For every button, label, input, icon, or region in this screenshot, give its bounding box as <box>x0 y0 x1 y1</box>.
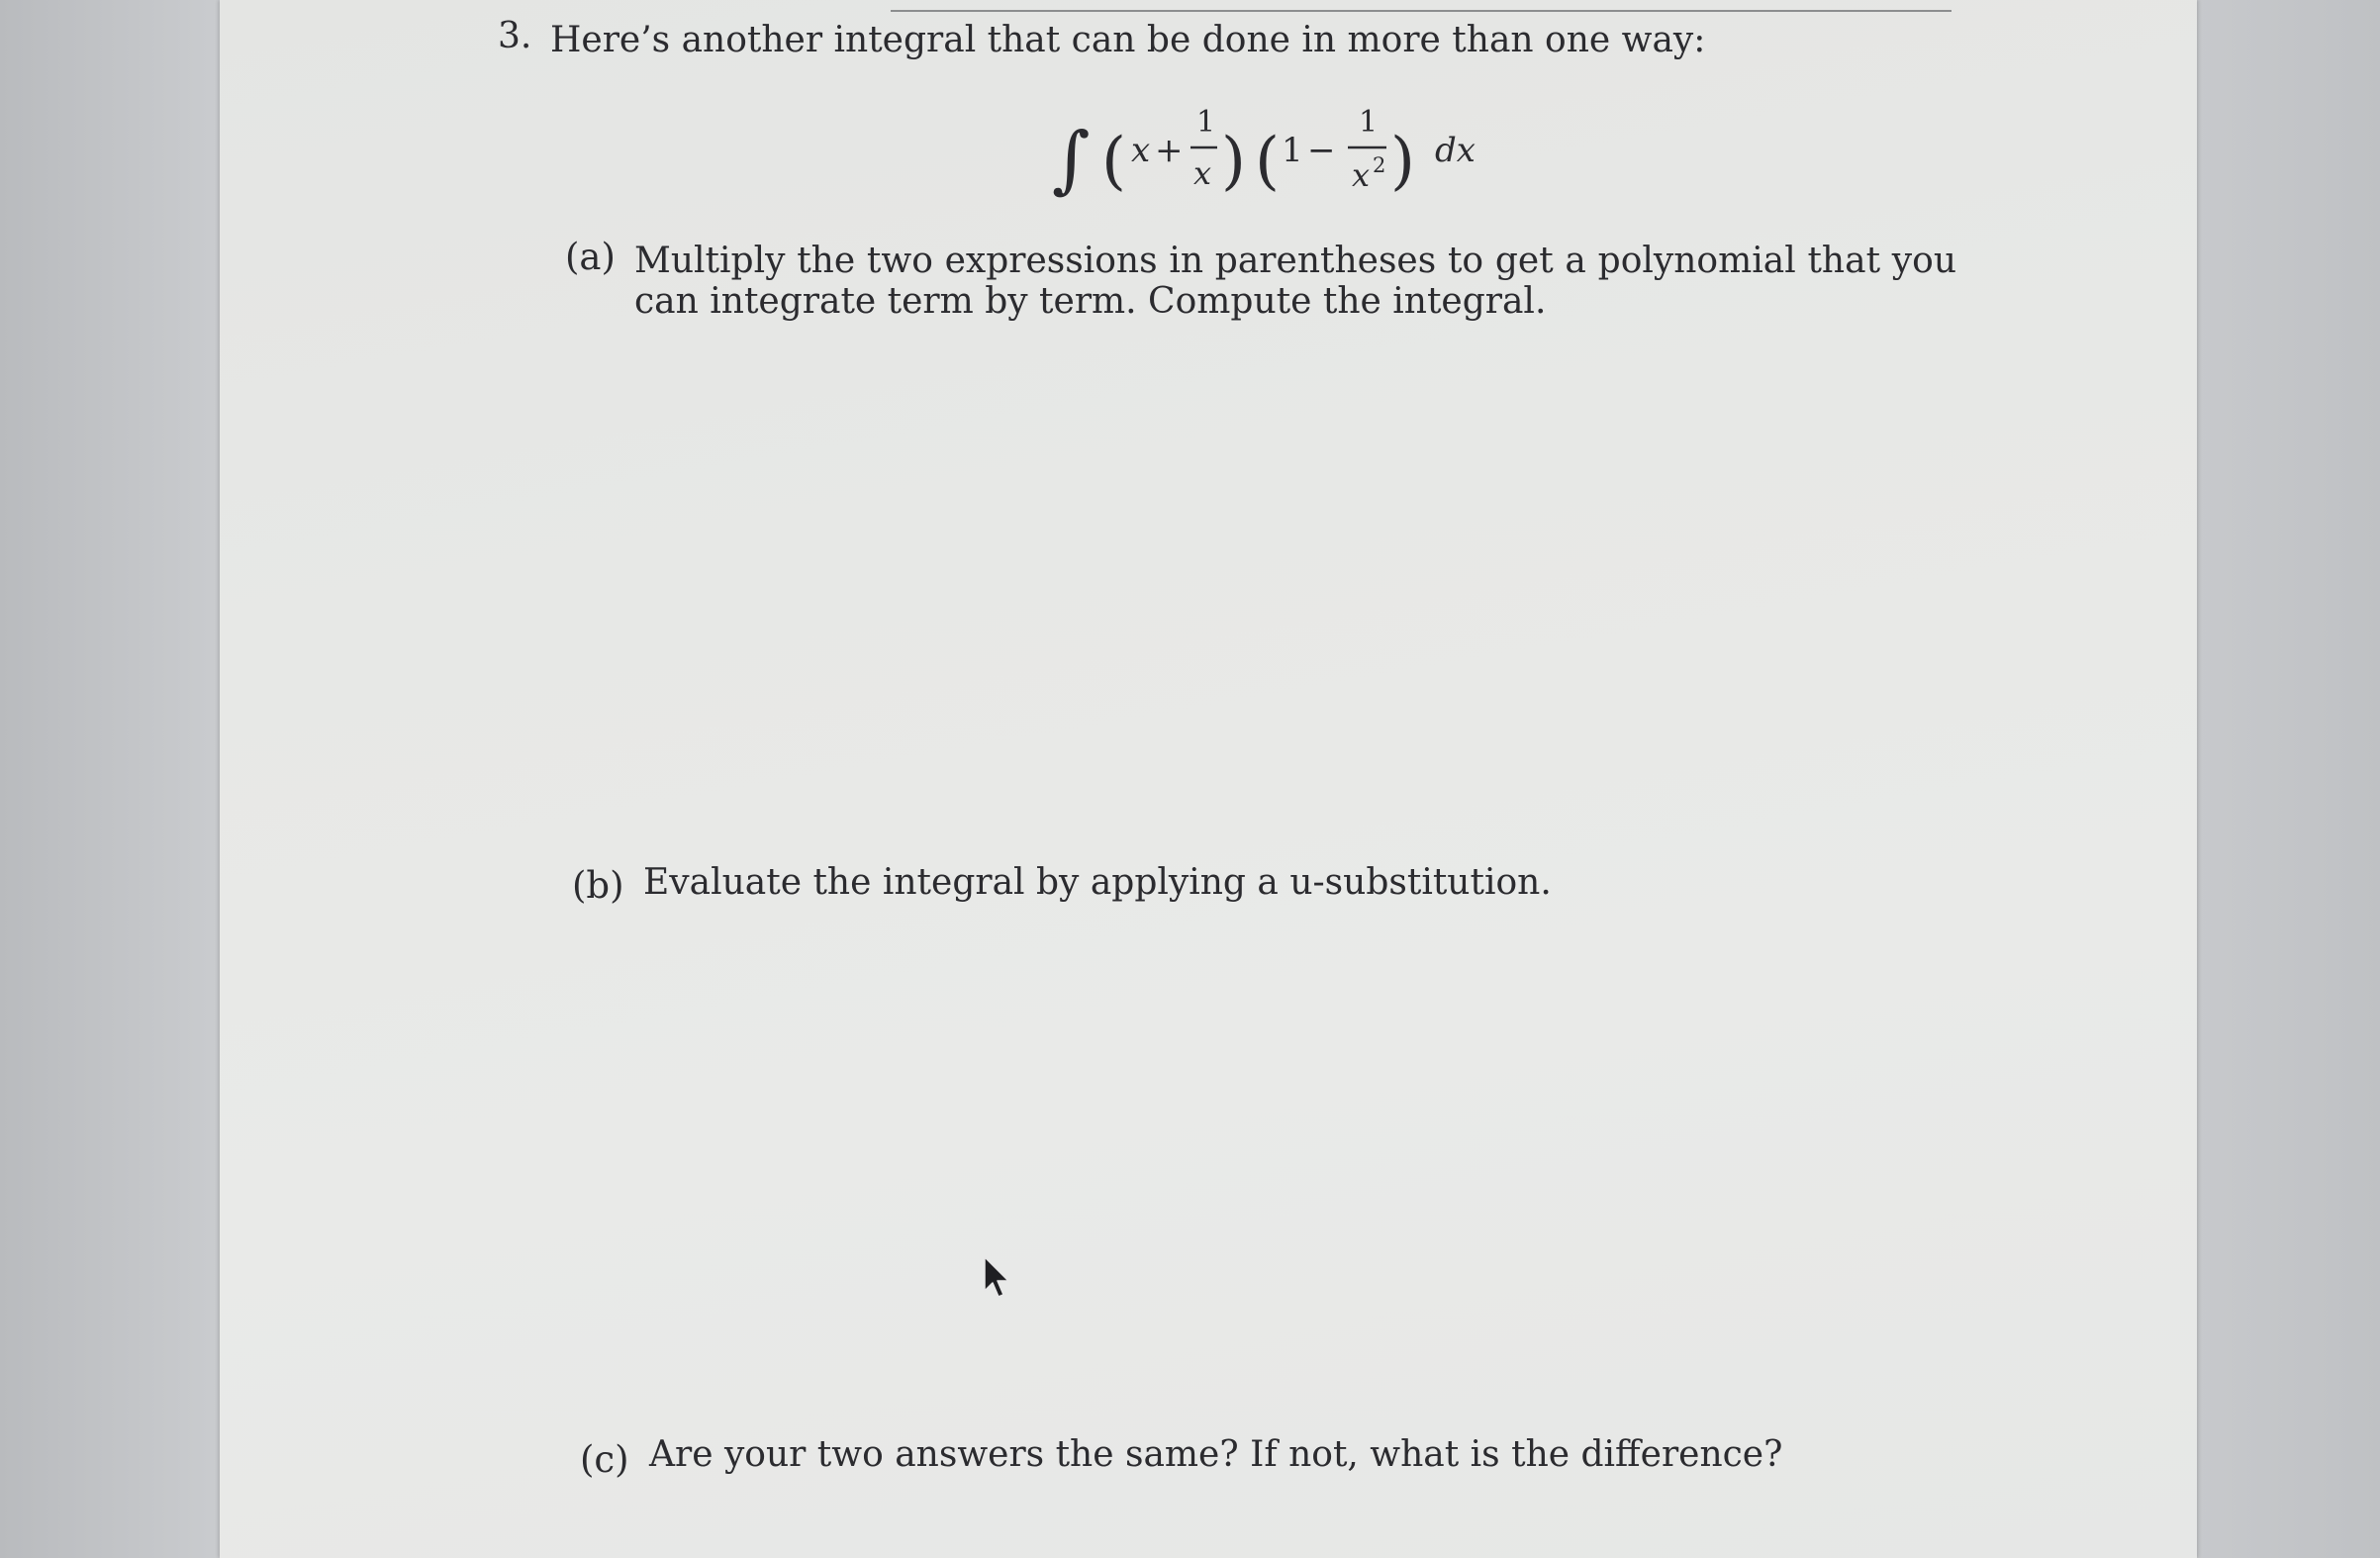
integral-expression <box>1044 99 1499 208</box>
top-rule-line <box>891 10 1952 12</box>
fraction-2-denominator-base: x <box>1352 156 1371 194</box>
part-a-label: (a) <box>565 236 616 278</box>
part-a-text: Multiply the two expressions in parentheses to get a polynomial that you can integrate term by term. Compute the integral. <box>634 241 1956 322</box>
right-paren-2: ) <box>1390 125 1415 198</box>
fraction-2-denominator-exponent: 2 <box>1373 153 1386 177</box>
left-paren-1: ( <box>1101 125 1126 198</box>
part-b-label: (b) <box>572 864 624 907</box>
left-paren-2: ( <box>1255 125 1280 198</box>
worksheet-page <box>220 0 2197 1558</box>
part-c-label: (c) <box>580 1438 629 1481</box>
term-one: 1 <box>1282 131 1303 170</box>
plus-sign: + <box>1155 131 1184 170</box>
problem-title: Here’s another integral that can be done in more than one way: <box>550 20 1706 60</box>
background-left <box>0 0 223 1558</box>
mouse-pointer-icon <box>983 1255 1014 1303</box>
fraction-2-numerator: 1 <box>1359 105 1379 140</box>
term-x: x <box>1131 131 1151 170</box>
fraction-1-denominator: x <box>1193 154 1212 192</box>
differential-dx: dx <box>1435 131 1476 170</box>
fraction-1-numerator: 1 <box>1196 105 1216 140</box>
minus-sign: − <box>1307 131 1336 170</box>
right-paren-1: ) <box>1221 125 1246 198</box>
problem-number: 3. <box>498 16 532 56</box>
background-right <box>2195 0 2380 1558</box>
integral-sign: ∫ <box>1052 117 1091 202</box>
part-b-text: Evaluate the integral by applying a u-substitution. <box>643 862 1552 903</box>
part-c-text: Are your two answers the same? If not, what is the difference? <box>649 1434 1783 1475</box>
